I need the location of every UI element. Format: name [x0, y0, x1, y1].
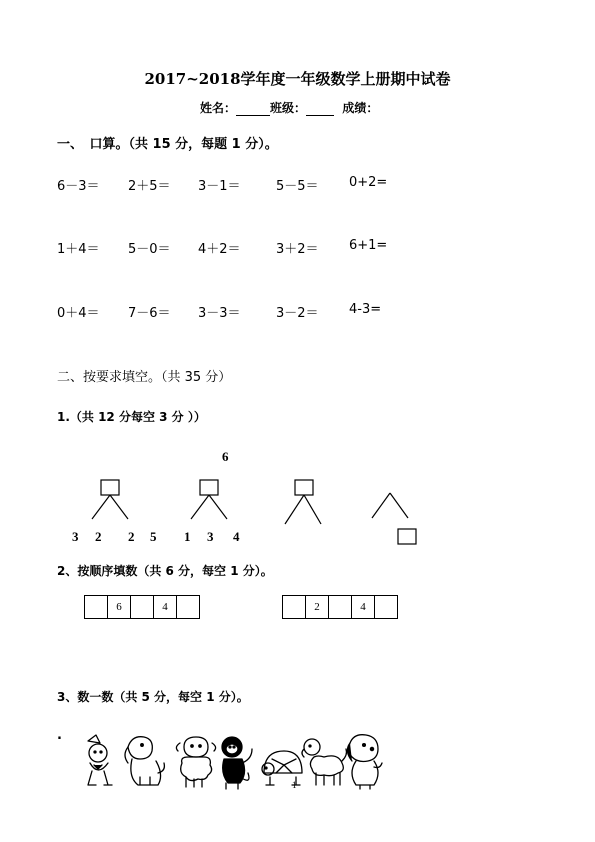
sequence-cell[interactable]: 4 — [153, 595, 177, 619]
sequence-boxes-2 — [282, 595, 398, 619]
answer-box[interactable] — [101, 480, 119, 495]
sequence-cell[interactable]: 6 — [107, 595, 131, 619]
branch-line — [372, 493, 390, 518]
class-blank[interactable] — [306, 115, 334, 116]
problem: 7－6＝ — [128, 306, 171, 321]
number-bond-trees — [0, 470, 595, 555]
q2-heading: 2、按顺序填数（共 6 分，每空 1 分）。 — [57, 564, 273, 578]
student-info — [200, 99, 378, 116]
tree-left-number: 3 — [72, 529, 79, 544]
branch-line — [92, 495, 110, 519]
problem: 3－1＝ — [198, 179, 241, 194]
class-label: 班级： — [270, 101, 307, 115]
dog-icon — [347, 735, 382, 789]
problem: 4＋2＝ — [198, 242, 241, 257]
poodle-icon — [302, 739, 347, 785]
sequence-cell[interactable]: 4 — [351, 595, 375, 619]
name-blank[interactable] — [236, 115, 270, 116]
page-title: 2017~2018学年度一年级数学上册期中试卷 — [144, 70, 451, 88]
dog-icon — [125, 737, 164, 785]
sequence-cell[interactable] — [176, 595, 200, 619]
sequence-cell[interactable]: 2 — [305, 595, 329, 619]
sequence-cell[interactable] — [84, 595, 108, 619]
sequence-cell[interactable] — [374, 595, 398, 619]
monkey-icon — [222, 737, 252, 789]
branch-line — [304, 495, 321, 524]
branch-line — [285, 495, 304, 524]
branch-line — [390, 493, 408, 518]
name-label: 姓名： — [200, 101, 237, 115]
problem: 4-3= — [349, 302, 382, 317]
answer-box[interactable] — [398, 529, 416, 544]
answer-box[interactable] — [200, 480, 218, 495]
problem: 5－5＝ — [276, 179, 319, 194]
problem: 3－3＝ — [198, 306, 241, 321]
dog-icon — [88, 735, 112, 785]
score-label: 成绩： — [342, 101, 379, 115]
sequence-cell[interactable] — [328, 595, 352, 619]
problem: 3－2＝ — [276, 306, 319, 321]
tree-left-number: 4 — [233, 529, 240, 544]
answer-box[interactable] — [295, 480, 313, 495]
section2-heading: 二、按要求填空。（共 35 分） — [57, 370, 232, 385]
lamb-icon — [176, 737, 215, 787]
q3-heading: 3、数一数（共 5 分，每空 1 分）。 — [57, 690, 249, 704]
problem: 6－3＝ — [57, 179, 100, 194]
problem: 1＋4＝ — [57, 242, 100, 257]
tree-left-number: 1 — [184, 529, 191, 544]
tree-right-number: 3 — [207, 529, 214, 544]
tree-right-number: 5 — [150, 529, 157, 544]
problem: 0+2= — [349, 175, 388, 190]
section1-heading: 一、 口算。（共 15 分，每题 1 分）。 — [57, 137, 278, 152]
sequence-boxes-1 — [84, 595, 200, 619]
tree-right-number: 2 — [95, 529, 102, 544]
branch-line — [191, 495, 209, 519]
branch-line — [110, 495, 128, 519]
sequence-cell[interactable] — [282, 595, 306, 619]
sequence-cell[interactable] — [130, 595, 154, 619]
problem: 3＋2＝ — [276, 242, 319, 257]
animal-illustrations — [78, 733, 388, 791]
q1-heading: 1.（共 12 分每空 3 分 ）） — [57, 410, 206, 424]
branch-line — [209, 495, 227, 519]
page-number: 1 — [292, 780, 297, 790]
problem: 6+1= — [349, 238, 388, 253]
dot-mark: . — [57, 728, 62, 743]
problem: 2＋5＝ — [128, 179, 171, 194]
tree-left-number: 2 — [128, 529, 135, 544]
top-number: 6 — [222, 449, 229, 464]
problem: 5－0＝ — [128, 242, 171, 257]
problem: 0＋4＝ — [57, 306, 100, 321]
